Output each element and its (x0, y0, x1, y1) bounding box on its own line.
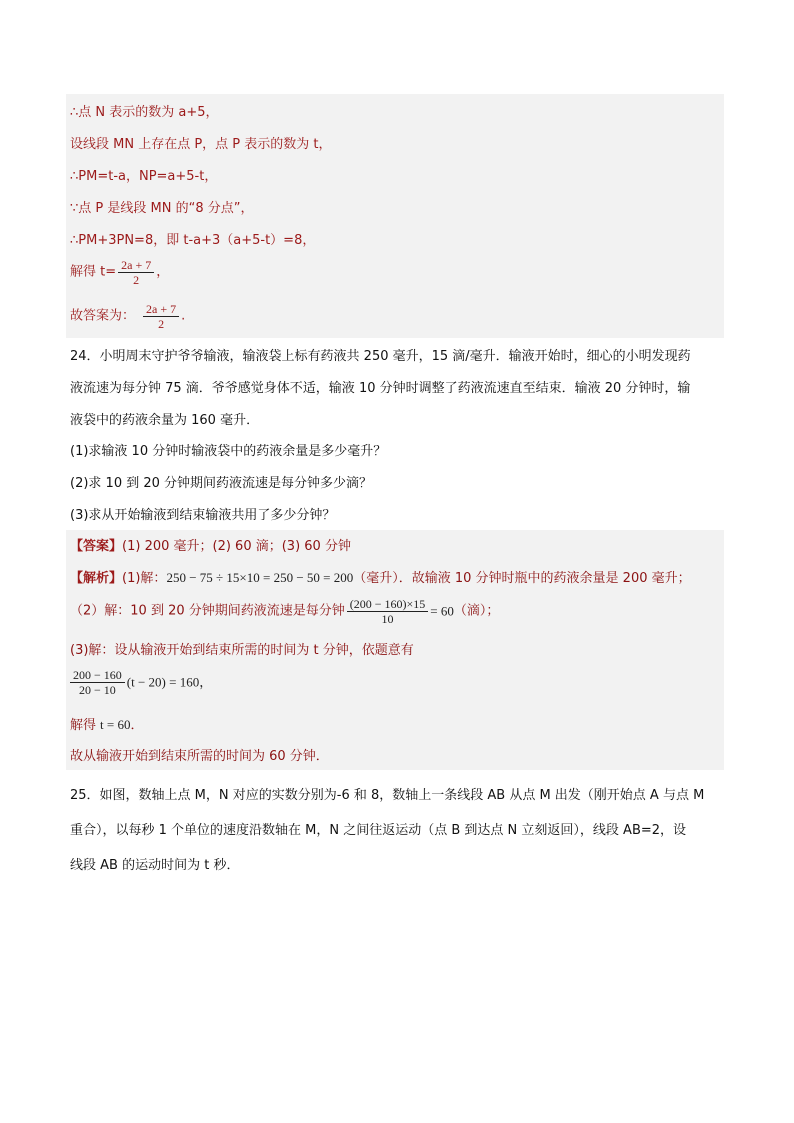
q25-line-2: 重合），以每秒 1 个单位的速度沿数轴在 M，N 之间往返运动（点 B 到达点 N 立刻返回），线段 AB=2，设 (70, 823, 687, 838)
frac-denominator: 2 (133, 273, 140, 287)
ans24-analysis-4 (70, 716, 143, 735)
sol23-line-3: ∴PM=t-a，NP=a+5-t， (70, 169, 218, 184)
q24-line-2: 液流速为每分钟 75 滴．爷爷感觉身体不适，输液 10 分钟时调整了药液流速直至结束．输液 20 分钟时，输 (70, 381, 691, 396)
sol23-line-6 (70, 258, 169, 287)
q24-line-3: 液袋中的药液余量为 160 毫升． (70, 413, 260, 428)
sol23-solve-suffix: ， (156, 264, 170, 280)
sol23-fraction-2 (143, 302, 179, 331)
analysis-4-formula: t = 60 (100, 717, 131, 732)
sol23-answer-prefix: 故答案为： (70, 308, 136, 324)
ans24-analysis-line (70, 569, 691, 588)
frac-numerator: 2a + 7 (143, 302, 179, 317)
ans24-analysis-3-formula (70, 668, 212, 697)
answer-tag: 【答案】 (70, 539, 123, 554)
analysis-4-prefix: 解得 (70, 718, 97, 733)
analysis-3-fraction (70, 668, 125, 697)
q24-part-2: (2)求 10 到 20 分钟期间药液流速是每分钟多少滴？ (70, 476, 373, 491)
frac-denominator: 2 (158, 317, 165, 331)
ans24-analysis-2 (70, 597, 499, 626)
frac-numerator: 200 − 160 (70, 668, 125, 683)
answer-text: (1) 200 毫升；(2) 60 滴；(3) 60 分钟 (122, 539, 351, 554)
frac-denominator: 20 − 10 (79, 683, 116, 697)
frac-denominator: 10 (381, 612, 394, 626)
q25-line-1: 25．如图，数轴上点 M，N 对应的实数分别为-6 和 8，数轴上一条线段 AB 从点 M 出发（刚开始点 A 与点 M (70, 788, 705, 803)
sol23-line-4: ∵点 P 是线段 MN 的“8 分点”， (70, 201, 254, 216)
sol23-line-1: ∴点 N 表示的数为 a+5， (70, 105, 219, 120)
frac-numerator: 2a + 7 (118, 258, 154, 273)
q24-part-1: (1)求输液 10 分钟时输液袋中的药液余量是多少毫升？ (70, 444, 387, 459)
sol23-line-2: 设线段 MN 上存在点 P，点 P 表示的数为 t， (70, 137, 332, 152)
analysis-2-suffix: （滴）； (453, 603, 500, 619)
sol23-answer-suffix: . (181, 308, 186, 324)
q24-line-1: 24．小明周末守护爷爷输液，输液袋上标有药液共 250 毫升，15 滴/毫升．输液开始时，细心的小明发现药 (70, 349, 691, 364)
analysis-1-prefix: (1)解： (122, 571, 167, 586)
ans24-analysis-3: (3)解：设从输液开始到结束所需的时间为 t 分钟，依题意有 (70, 643, 414, 658)
analysis-2-fraction (347, 597, 429, 626)
analysis-1-suffix: （毫升）．故输液 10 分钟时瓶中的药液余量是 200 毫升； (353, 571, 691, 586)
sol23-fraction-1 (118, 258, 154, 287)
analysis-2-prefix: （2）解：10 到 20 分钟期间药液流速是每分钟 (70, 603, 345, 619)
ans24-analysis-5: 故从输液开始到结束所需的时间为 60 分钟． (70, 749, 329, 764)
analysis-tag: 【解析】 (70, 571, 123, 586)
analysis-1-formula: 250 − 75 ÷ 15×10 = 250 − 50 = 200 (166, 570, 354, 585)
q24-part-3: (3)求从开始输液到结束输液共用了多少分钟？ (70, 508, 336, 523)
q25-line-3: 线段 AB 的运动时间为 t 秒． (70, 858, 240, 873)
sol23-line-5: ∴PM+3PN=8，即 t-a+3（a+5-t）=8， (70, 233, 316, 248)
sol23-line-7 (70, 302, 185, 331)
frac-numerator: (200 − 160)×15 (347, 597, 429, 612)
ans24-answer-line (70, 538, 351, 556)
sol23-solve-prefix: 解得 t= (70, 264, 117, 280)
analysis-4-suffix: ． (130, 718, 144, 733)
analysis-3-rest: (t − 20) = 160， (126, 674, 213, 690)
analysis-2-equals: = 60 (430, 603, 454, 619)
